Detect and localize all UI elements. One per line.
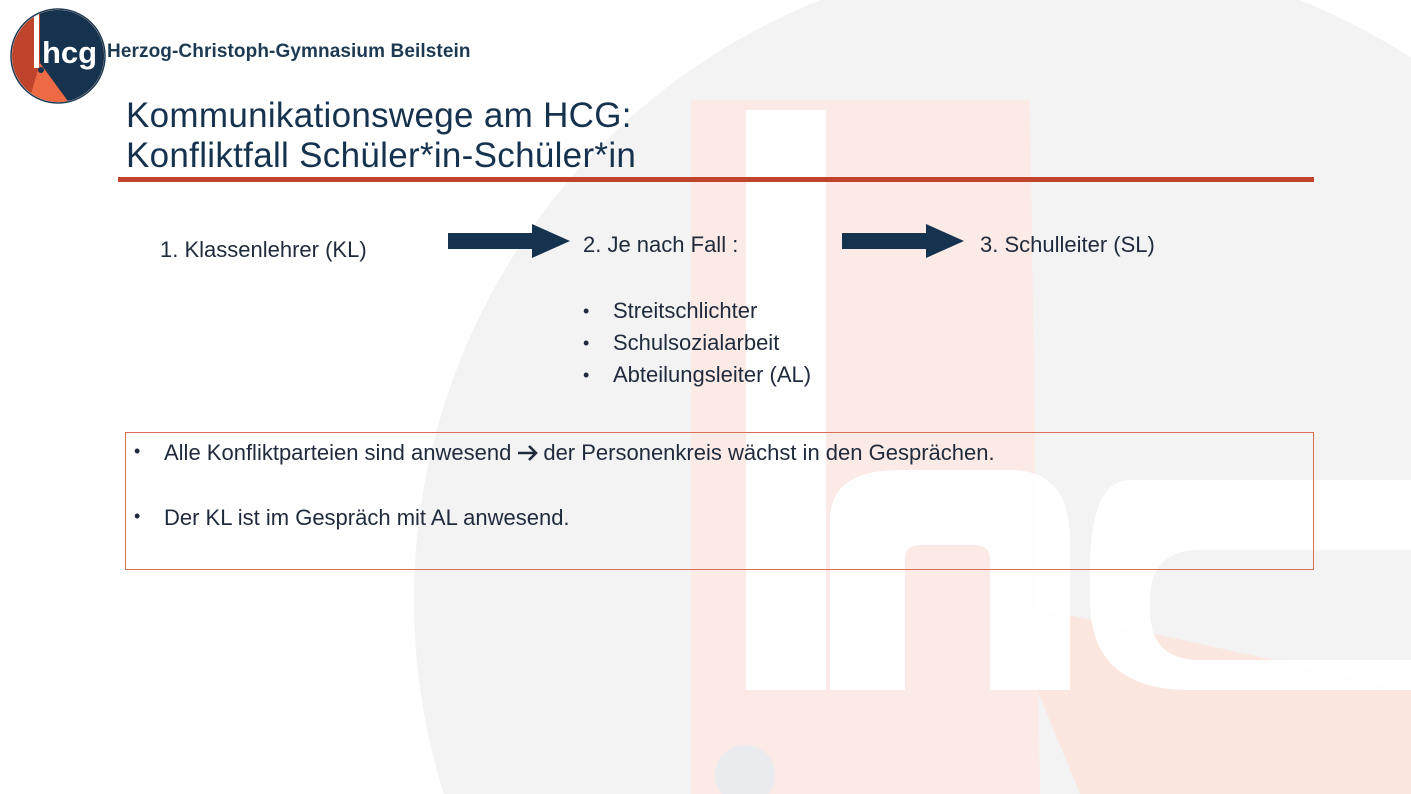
list-item: • Schulsozialarbeit: [583, 327, 811, 359]
step-1-label: 1. Klassenlehrer (KL): [160, 237, 367, 262]
hcg-logo: [10, 8, 106, 104]
bullet-dot: •: [134, 506, 141, 526]
right-arrow-icon: [517, 445, 539, 461]
bullet-dot: •: [134, 441, 141, 461]
step-2-label: 2. Je nach Fall :: [583, 232, 739, 257]
title-line-2: Konfliktfall Schüler*in-Schüler*in: [126, 136, 637, 175]
right-arrow-icon: [842, 224, 964, 260]
step-3-label: 3. Schulleiter (SL): [980, 232, 1155, 257]
note-1: [164, 440, 995, 466]
page-title: [126, 96, 636, 176]
note-1-part-2: der Personenkreis wächst in den Gesprächen.: [543, 440, 995, 465]
note-1-part-1: Alle Konfliktparteien sind anwesend: [164, 440, 512, 465]
title-divider: [118, 177, 1314, 182]
school-name: Herzog-Christoph-Gymnasium Beilstein: [107, 41, 471, 62]
step-2-options: [583, 295, 811, 391]
notes-box: [125, 432, 1314, 570]
svg-text:hcg: hcg: [42, 35, 98, 70]
note-2: Der KL ist im Gespräch mit AL anwesend.: [164, 505, 570, 530]
title-line-1: Kommunikationswege am HCG:: [126, 96, 632, 135]
list-item: • Streitschlichter: [583, 295, 811, 327]
right-arrow-icon: [448, 224, 570, 260]
list-item: • Abteilungsleiter (AL): [583, 359, 811, 391]
